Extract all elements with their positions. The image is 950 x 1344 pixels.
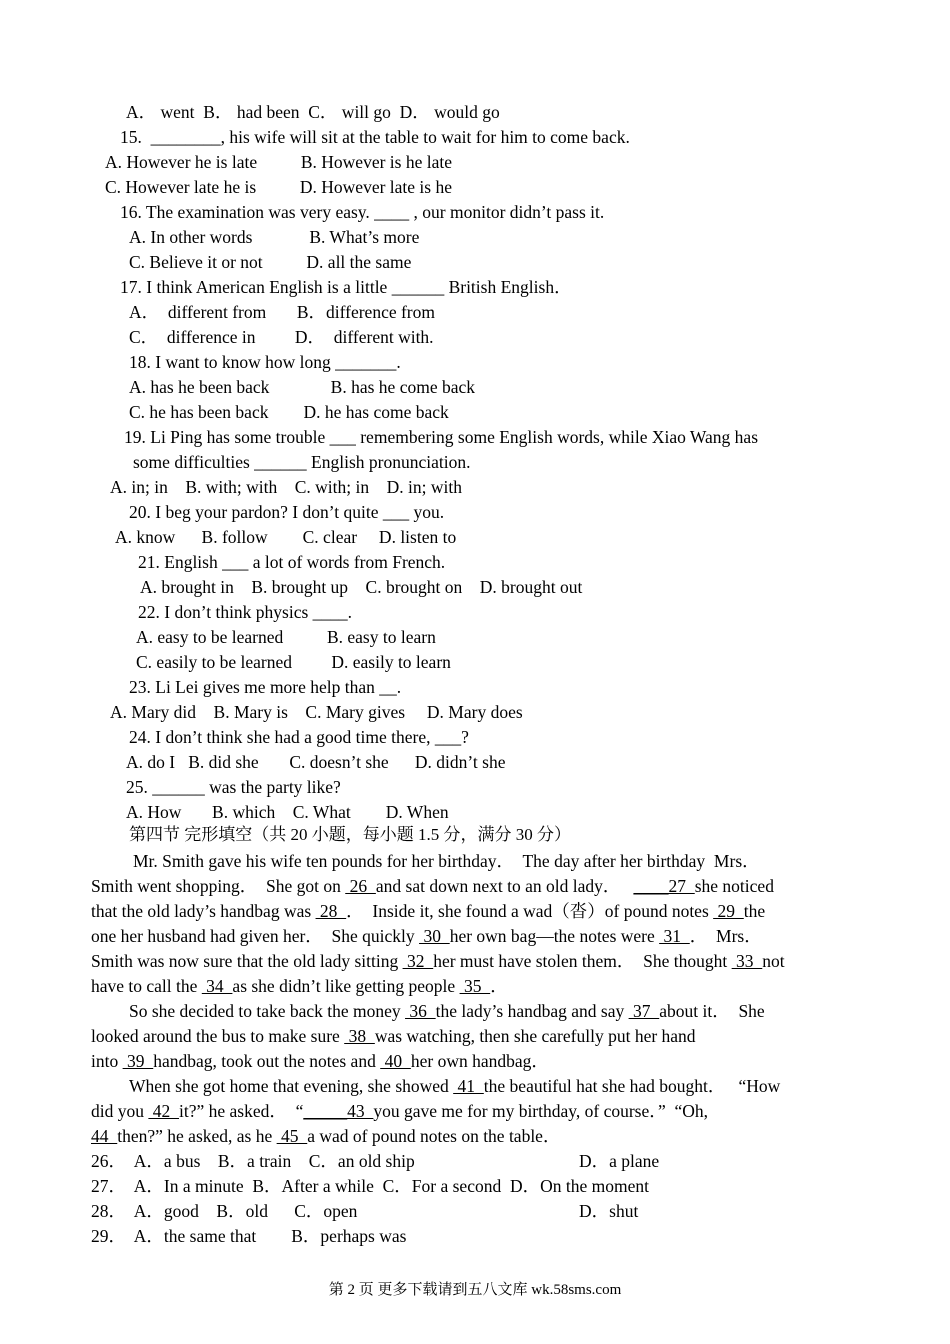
q18-options-cd: C. he has been back D. he has come back bbox=[129, 402, 449, 422]
q16-stem: 16. The examination was very easy. ____ , our monitor didn’t pass it. bbox=[120, 202, 605, 222]
cloze-p3-line3: 44 then?” he asked, as he 45 a wad of pound notes on the table． bbox=[91, 1126, 561, 1146]
q24-options: A. do I B. did she C. doesn’t she D. didn’t she bbox=[126, 752, 506, 772]
q15-options-cd: C. However late he is D. However late is he bbox=[105, 177, 452, 197]
cloze-p3-line1: When she got home that evening, she showed 41 the beautiful hat she had bought． “How bbox=[129, 1076, 781, 1096]
page-footer: 第 2 页 更多下载请到五八文库 wk.58sms.com bbox=[328, 1282, 622, 1298]
blank-27: ____27 bbox=[633, 876, 695, 896]
q17-stem: 17. I think American English is a little ______ British English． bbox=[120, 277, 572, 297]
cloze-p1-line6: have to call the 34 as she didn’t like getting people 35 ． bbox=[91, 976, 508, 996]
cloze-p1-line1: Mr. Smith gave his wife ten pounds for her birthday． The day after her birthday Mrs． bbox=[133, 851, 760, 871]
q18-stem: 18. I want to know how long _______. bbox=[129, 352, 401, 372]
q19-options: A. in; in B. with; with C. with; in D. in; with bbox=[110, 477, 462, 497]
q16-options-cd: C. Believe it or not D. all the same bbox=[129, 252, 412, 272]
cloze-q29-options: 29． A．the same that B．perhaps was bbox=[91, 1226, 407, 1246]
blank-31: 31 bbox=[659, 926, 690, 946]
cloze-p3-line2: did you 42 it?” he asked． “_____43 you gave me for my birthday, of course．” “Oh, bbox=[91, 1101, 709, 1121]
q21-options: A. brought in B. brought up C. brought on D. brought out bbox=[140, 577, 583, 597]
q15-stem: 15. ________, his wife will sit at the table to wait for him to come back. bbox=[120, 127, 630, 147]
cloze-p1-line4: one her husband had given her． She quickly 30 her own bag—the notes were 31 ． Mrs． bbox=[91, 926, 762, 946]
q22-options-cd: C. easily to be learned D. easily to learn bbox=[136, 652, 451, 672]
q25-stem: 25. ______ was the party like? bbox=[126, 777, 341, 797]
blank-43: _____43 bbox=[303, 1101, 374, 1121]
cloze-q26-options: 26． A．a bus B．a train C．an old ship bbox=[91, 1151, 415, 1171]
blank-35: 35 bbox=[459, 976, 491, 996]
blank-26: 26 bbox=[345, 876, 376, 896]
q18-options-ab: A. has he been back B. has he come back bbox=[129, 377, 476, 397]
cloze-q26-option-d: D．a plane bbox=[579, 1151, 660, 1171]
q22-options-ab: A. easy to be learned B. easy to learn bbox=[136, 627, 436, 647]
blank-32: 32 bbox=[402, 951, 434, 971]
blank-28: 28 bbox=[315, 901, 347, 921]
blank-36: 36 bbox=[405, 1001, 436, 1021]
cloze-q28-option-d: D．shut bbox=[579, 1201, 639, 1221]
q19-stem-line1: 19. Li Ping has some trouble ___ remembering some English words, while Xiao Wang has bbox=[124, 427, 759, 447]
blank-45: 45 bbox=[276, 1126, 308, 1146]
q16-options-ab: A. In other words B. What’s more bbox=[129, 227, 420, 247]
blank-38: 38 bbox=[344, 1026, 375, 1046]
q17-options-ab: A． different from B．difference from bbox=[129, 302, 435, 322]
q14-options: A． went B． had been C． will go D． would go bbox=[126, 102, 500, 122]
q25-options: A. How B. which C. What D. When bbox=[126, 802, 449, 822]
q22-stem: 22. I don’t think physics ____. bbox=[138, 602, 353, 622]
blank-39: 39 bbox=[122, 1051, 154, 1071]
blank-40: 40 bbox=[380, 1051, 411, 1071]
q23-stem: 23. Li Lei gives me more help than __. bbox=[129, 677, 402, 697]
blank-30: 30 bbox=[419, 926, 450, 946]
blank-42: 42 bbox=[148, 1101, 179, 1121]
q19-stem-line2: some difficulties ______ English pronunciation. bbox=[133, 452, 471, 472]
q20-options: A. know B. follow C. clear D. listen to bbox=[115, 527, 457, 547]
cloze-q28-options: 28． A．good B．old C．open bbox=[91, 1201, 358, 1221]
cloze-p2-line2: looked around the bus to make sure 38 was watching, then she carefully put her hand bbox=[91, 1026, 696, 1046]
cloze-p1-line2: Smith went shopping． She got on 26 and sat down next to an old lady． ____27 she noticed bbox=[91, 876, 774, 896]
cloze-p1-line5: Smith was now sure that the old lady sitting 32 her must have stolen them． She thought 33 not bbox=[91, 951, 785, 971]
blank-41: 41 bbox=[453, 1076, 484, 1096]
q23-options: A. Mary did B. Mary is C. Mary gives D. Mary does bbox=[110, 702, 523, 722]
cloze-p2-line1: So she decided to take back the money 36 the lady’s handbag and say 37 about it． She bbox=[129, 1001, 765, 1021]
q20-stem: 20. I beg your pardon? I don’t quite ___ you. bbox=[129, 502, 445, 522]
q24-stem: 24. I don’t think she had a good time there, ___? bbox=[129, 727, 469, 747]
blank-34: 34 bbox=[201, 976, 233, 996]
cloze-p1-line3: that the old lady’s handbag was 28 ． Inside it, she found a wad（沓）of pound notes 29 the bbox=[91, 901, 766, 921]
blank-37: 37 bbox=[628, 1001, 660, 1021]
q17-options-cd: C． difference in D． different with. bbox=[129, 327, 434, 347]
cloze-p2-line3: into 39 handbag, took out the notes and 40 her own handbag． bbox=[91, 1051, 549, 1071]
q21-stem: 21. English ___ a lot of words from French. bbox=[138, 552, 446, 572]
cloze-section-heading: 第四节 完形填空（共 20 小题，每小题 1.5 分，满分 30 分） bbox=[129, 825, 571, 844]
blank-29: 29 bbox=[713, 901, 744, 921]
blank-33: 33 bbox=[731, 951, 763, 971]
q15-options-ab: A. However he is late B. However is he late bbox=[105, 152, 452, 172]
blank-44: 44 bbox=[91, 1126, 118, 1146]
cloze-q27-options: 27． A．In a minute B．After a while C．For a second D．On the moment bbox=[91, 1176, 649, 1196]
